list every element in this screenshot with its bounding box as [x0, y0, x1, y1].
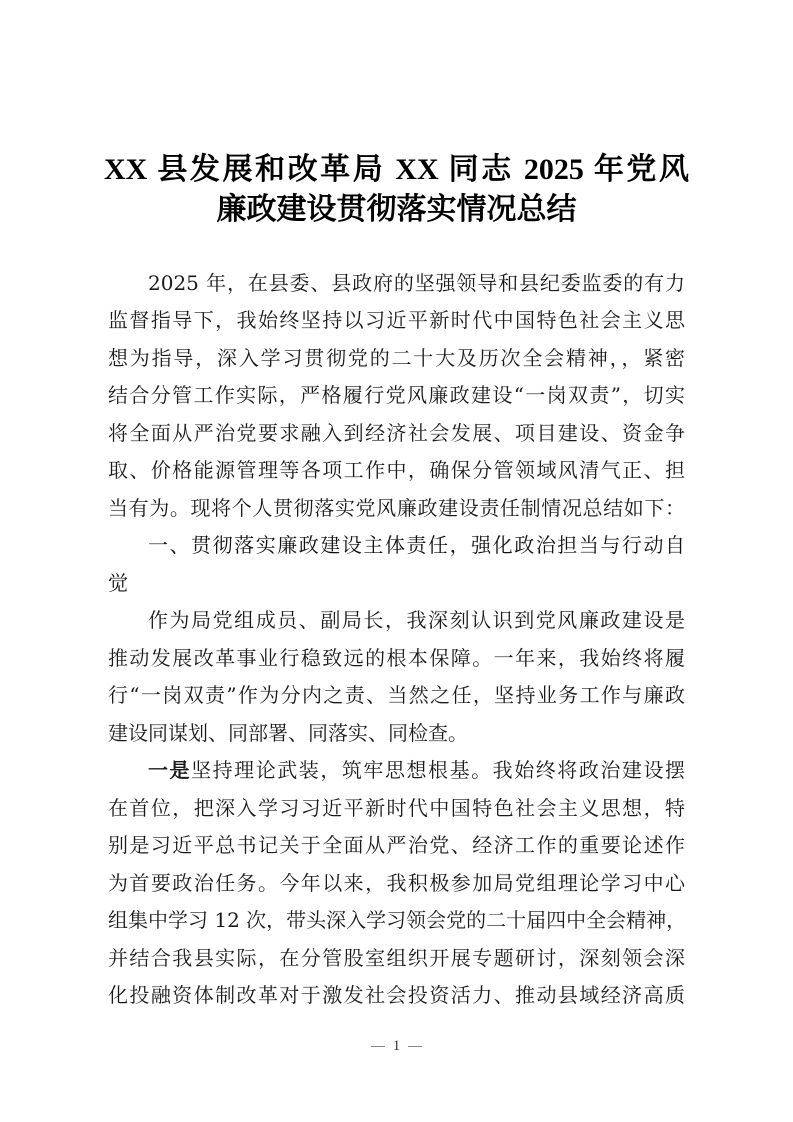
- point-first-line-text: 坚持理论武装，筑牢思想根基。我始终将政治建设摆: [191, 758, 686, 782]
- section-heading: 一、贯彻落实廉政建设主体责任，强化政治担当与行动自: [148, 533, 685, 557]
- section-heading: 觉: [108, 571, 128, 595]
- point-paragraph-line: 在首位，把深入学习习近平新时代中国特色社会主义思想，特: [108, 796, 685, 820]
- intro-line: 将全面从严治党要求融入到经济社会发展、项目建设、资金争: [108, 421, 685, 445]
- document-title-line-1: XX 县发展和改革局 XX 同志 2025 年党风: [104, 153, 689, 186]
- point-paragraph-line: 别是习近平总书记关于全面从严治党、经济工作的重要论述作: [108, 833, 685, 857]
- point-paragraph-line: 并结合我县实际，在分管股室组织开展专题研讨，深刻领会深: [108, 946, 685, 970]
- point-lead: 一是: [148, 758, 192, 782]
- dash-right: [408, 1046, 422, 1047]
- point-paragraph-line: 为首要政治任务。今年以来，我积极参加局党组理论学习中心: [108, 871, 685, 895]
- point-paragraph-first-line: [148, 752, 685, 789]
- point-paragraph-line: 化投融资体制改革对于激发社会投资活力、推动县域经济高质: [108, 983, 685, 1007]
- intro-line: 取、价格能源管理等各项工作中，确保分管领域风清气正、担: [108, 458, 685, 482]
- intro-line: 监督指导下，我始终坚持以习近平新时代中国特色社会主义思: [108, 308, 685, 332]
- section-paragraph-line: 推动发展改革事业行稳致远的根本保障。一年来，我始终将履: [108, 646, 685, 670]
- intro-line: 结合分管工作实际，严格履行党风廉政建设“一岗双责”，切实: [108, 383, 685, 407]
- dash-left: [371, 1046, 385, 1047]
- section-paragraph-line: 建设同谋划、同部署、同落实、同检查。: [108, 721, 468, 745]
- section-paragraph-line: 作为局党组成员、副局长，我深刻认识到党风廉政建设是: [148, 608, 685, 632]
- section-paragraph-line: 行“一岗双责”作为分内之责、当然之任，坚持业务工作与廉政: [108, 683, 685, 707]
- intro-line: 2025 年，在县委、县政府的坚强领导和县纪委监委的有力: [148, 271, 685, 295]
- page-number: [0, 1038, 793, 1055]
- document-title-line-2: 廉政建设贯彻落实情况总结: [216, 193, 577, 226]
- page-number-value: 1: [392, 1038, 401, 1054]
- point-paragraph-line: 组集中学习 12 次，带头深入学习领会党的二十届四中全会精神，: [108, 908, 687, 932]
- intro-line: 当有为。现将个人贯彻落实党风廉政建设责任制情况总结如下：: [108, 496, 685, 520]
- intro-line: 想为指导，深入学习贯彻党的二十大及历次全会精神，，紧密: [108, 346, 685, 370]
